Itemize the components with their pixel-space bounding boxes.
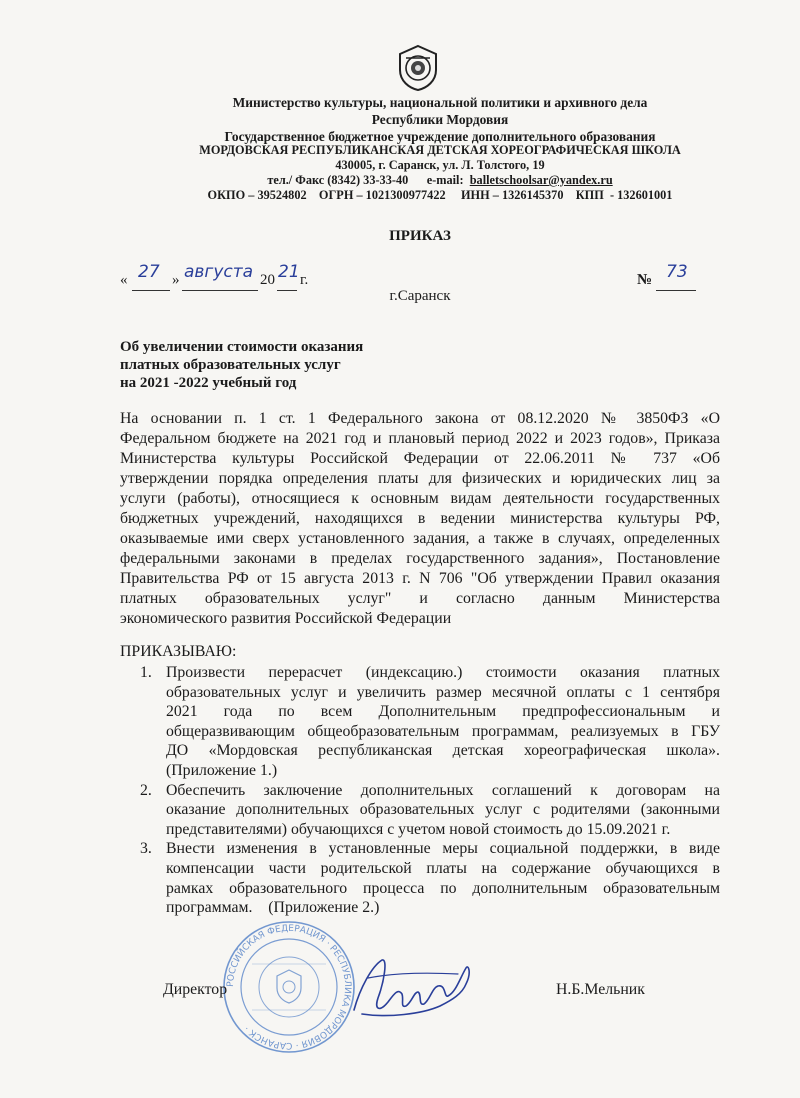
document-title: ПРИКАЗ <box>389 228 451 244</box>
address: 430005, г. Саранск, ул. Л. Толстого, 19 <box>335 158 545 172</box>
handwritten-number: 73 <box>666 262 688 282</box>
handwritten-year: 21 <box>278 262 300 282</box>
day-underline <box>132 290 170 291</box>
paragraph-line: утверждении порядка определения платы для физических и юридических лиц за <box>120 470 720 487</box>
preamble-paragraph <box>120 409 720 629</box>
phone-fax: тел./ Факс (8342) 33-33-40 e-mail: <box>267 173 470 187</box>
stamp-emblem-icon <box>277 970 301 1003</box>
year-unit: г. <box>300 272 309 288</box>
order-item-1 <box>140 663 720 781</box>
item-line: Внести изменения в установленные меры социальной поддержки, в виде <box>166 840 720 858</box>
item-line: общеразвивающим общеобразовательным программам, реализуемых в ГБУ <box>166 722 720 740</box>
handwritten-day: 27 <box>138 262 160 282</box>
city: г.Саранск <box>389 288 451 304</box>
official-stamp <box>222 920 356 1054</box>
paragraph-line: платных образовательных услуг" и согласно данным Министерства <box>120 590 720 607</box>
item-line: ДО «Мордовская республиканская детская хореографическая школа». <box>166 742 720 760</box>
year-underline <box>277 290 297 291</box>
item-line: оказание дополнительных образовательных услуг с родителями (законными <box>166 801 720 819</box>
item-line: Обеспечить заключение дополнительных соглашений к договорам на <box>166 781 720 799</box>
paragraph-line: оказываемые ими сверх установленного задания, а также в случаях, определенных <box>120 530 720 547</box>
order-word: ПРИКАЗЫВАЮ: <box>120 643 237 660</box>
month-underline <box>182 290 258 291</box>
year-prefix: 20 <box>260 272 275 288</box>
registration-codes: ОКПО – 39524802 ОГРН – 1021300977422 ИНН – 1326145370 КПП - 132601001 <box>207 188 673 202</box>
order-items-list <box>140 663 720 918</box>
item-line: (Приложение 1.) <box>166 761 278 779</box>
item-line: компенсации части родительской платы на содержание обучающихся в <box>166 859 720 877</box>
paragraph-line: Правительства РФ от 15 августа 2013 г. N 706 "Об утверждении Правил оказания <box>120 570 720 587</box>
close-quote: » <box>172 272 180 288</box>
paragraph-line: услуги (работы), относящиеся к основным видам деятельности государственных <box>120 490 720 507</box>
item-line: 2021 года по всем Дополнительным предпрофессиональным и <box>166 703 720 721</box>
school-name: МОРДОВСКАЯ РЕСПУБЛИКАНСКАЯ ДЕТСКАЯ ХОРЕОГРАФИЧЕСКАЯ ШКОЛА <box>199 143 681 157</box>
paragraph-line: Министерства культуры Российской Федерации от 22.06.2011 № 737 «Об <box>120 450 720 467</box>
stamp-ring-text: РОССИЙСКАЯ ФЕДЕРАЦИЯ · РЕСПУБЛИКА МОРДОВИЯ · САРАНСК · <box>225 923 353 1051</box>
item-number: 2. <box>140 781 152 799</box>
director-name: Н.Б.Мельник <box>556 981 645 998</box>
subject-line: на 2021 -2022 учебный год <box>120 375 297 391</box>
item-line: Произвести перерасчет (индексацию.) стоимости оказания платных <box>166 664 720 681</box>
order-subject <box>120 338 363 392</box>
paragraph-line: На основании п. 1 ст. 1 Федерального закона от 08.12.2020 № 3850ФЗ «О <box>120 410 720 427</box>
paragraph-line: Федеральном бюджете на 2021 год и плановый период 2022 и 2023 годов», Приказа <box>120 430 720 447</box>
order-item-3 <box>140 839 720 917</box>
paragraph-line: федеральными законами в пределах государственного задания», Постановление <box>120 550 720 567</box>
order-item-2 <box>140 781 720 840</box>
number-underline <box>656 290 696 291</box>
item-line: программам. (Приложение 2.) <box>166 899 380 917</box>
institution-type: Государственное бюджетное учреждение дополнительного образования <box>224 129 656 144</box>
paragraph-line: экономического развития Российской Федерации <box>120 610 452 627</box>
subject-line: Об увеличении стоимости оказания <box>120 339 364 355</box>
email-link[interactable]: balletschoolsar@yandex.ru <box>469 173 613 187</box>
signature-role: Директор <box>163 981 228 998</box>
coat-of-arms-emblem-icon <box>396 44 440 92</box>
paragraph-line: бюджетных учреждений, находящихся в ведении министерства культуры РФ, <box>120 510 720 527</box>
subject-line: платных образовательных услуг <box>120 357 341 373</box>
item-line: образовательных услуг и увеличить размер месячной оплаты с 1 сентября <box>166 683 720 701</box>
number-label: № <box>637 272 653 288</box>
region-name: Республики Мордовия <box>371 112 509 127</box>
item-number: 1. <box>140 664 152 681</box>
ministry-name: Министерство культуры, национальной политики и архивного дела <box>232 95 648 110</box>
director-signature <box>348 948 488 1028</box>
item-line: рамках образовательного процесса по дополнительным образовательным <box>166 879 720 897</box>
item-number: 3. <box>140 840 152 858</box>
open-quote: « <box>120 272 128 288</box>
handwritten-month: августа <box>184 262 254 282</box>
item-line: представителями) обучающихся с учетом новой стоимость до 15.09.2021 г. <box>166 820 671 838</box>
